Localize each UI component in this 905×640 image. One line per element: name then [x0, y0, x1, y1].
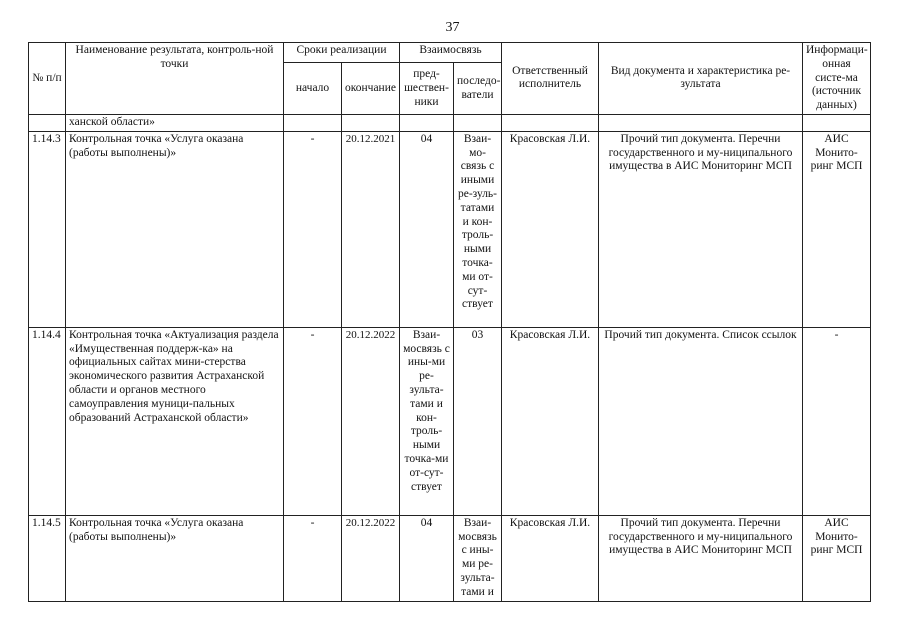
row-responsible: Красовская Л.И. [502, 515, 599, 601]
header-responsible: Ответственный исполнитель [502, 43, 599, 115]
results-table [28, 42, 871, 602]
row-end: 20.12.2022 [342, 327, 400, 515]
header-links: Взаимосвязь [400, 43, 502, 63]
row-name: Контрольная точка «Услуга оказана (работы выполнены)» [66, 515, 284, 601]
row-predecessors: Взаи-мосвязь с ины-ми ре-зульта-тами и кон-троль-ными точка-ми от-сут-ствует [400, 327, 454, 515]
table-row [29, 327, 871, 515]
page-number: 37 [445, 20, 460, 35]
row-name: Контрольная точка «Актуализация раздела «Имущественная поддерж-ка» на официальных сайтах мини-стерства экономического развития Астраханской области и органов местного самоуправления муници-пальных образований Астраханской области» [66, 327, 284, 515]
header-name: Наименование результата, контроль-ной точки [66, 43, 284, 115]
row-num: 1.14.3 [29, 131, 66, 327]
row-successors: 03 [454, 327, 502, 515]
header-successors: последо-ватели [454, 63, 502, 115]
row-end: 20.12.2022 [342, 515, 400, 601]
header-predecessors: пред-шествен-ники [400, 63, 454, 115]
table-row [29, 131, 871, 327]
row-start: - [284, 515, 342, 601]
row-num: 1.14.4 [29, 327, 66, 515]
header-doc-type: Вид документа и характеристика ре-зультата [599, 43, 803, 115]
row-predecessors: 04 [400, 131, 454, 327]
header-start: начало [284, 63, 342, 115]
row-info-system: АИС Монито-ринг МСП [803, 515, 871, 601]
row-name: Контрольная точка «Услуга оказана (работы выполнены)» [66, 131, 284, 327]
header-info-system: Информаци-онная систе-ма (источник данных) [803, 43, 871, 115]
row-num: 1.14.5 [29, 515, 66, 601]
row-info-system: - [803, 327, 871, 515]
row-successors: Взаи-мо-связь с иными ре-зуль-татами и кон-троль-ными точка-ми от-сут-ствует [454, 131, 502, 327]
row-doc-type: Прочий тип документа. Перечни государственного и му-ниципального имущества в АИС Мониторинг МСП [599, 131, 803, 327]
header-terms: Сроки реализации [284, 43, 400, 63]
row-info-system: АИС Монито-ринг МСП [803, 131, 871, 327]
row-successors: Взаи-мосвязь с ины-ми ре-зульта-тами и [454, 515, 502, 601]
table-row [29, 515, 871, 601]
row-start: - [284, 327, 342, 515]
row-doc-type: Прочий тип документа. Список ссылок [599, 327, 803, 515]
row-doc-type: Прочий тип документа. Перечни государственного и му-ниципального имущества в АИС Мониторинг МСП [599, 515, 803, 601]
header-end: окончание [342, 63, 400, 115]
row-start: - [284, 131, 342, 327]
row-responsible: Красовская Л.И. [502, 327, 599, 515]
row-responsible: Красовская Л.И. [502, 131, 599, 327]
row-predecessors: 04 [400, 515, 454, 601]
continuation-row [29, 114, 871, 131]
continuation-text: ханской области» [66, 114, 284, 131]
row-end: 20.12.2021 [342, 131, 400, 327]
header-num: № п/п [29, 43, 66, 115]
header-row-1 [29, 43, 871, 63]
